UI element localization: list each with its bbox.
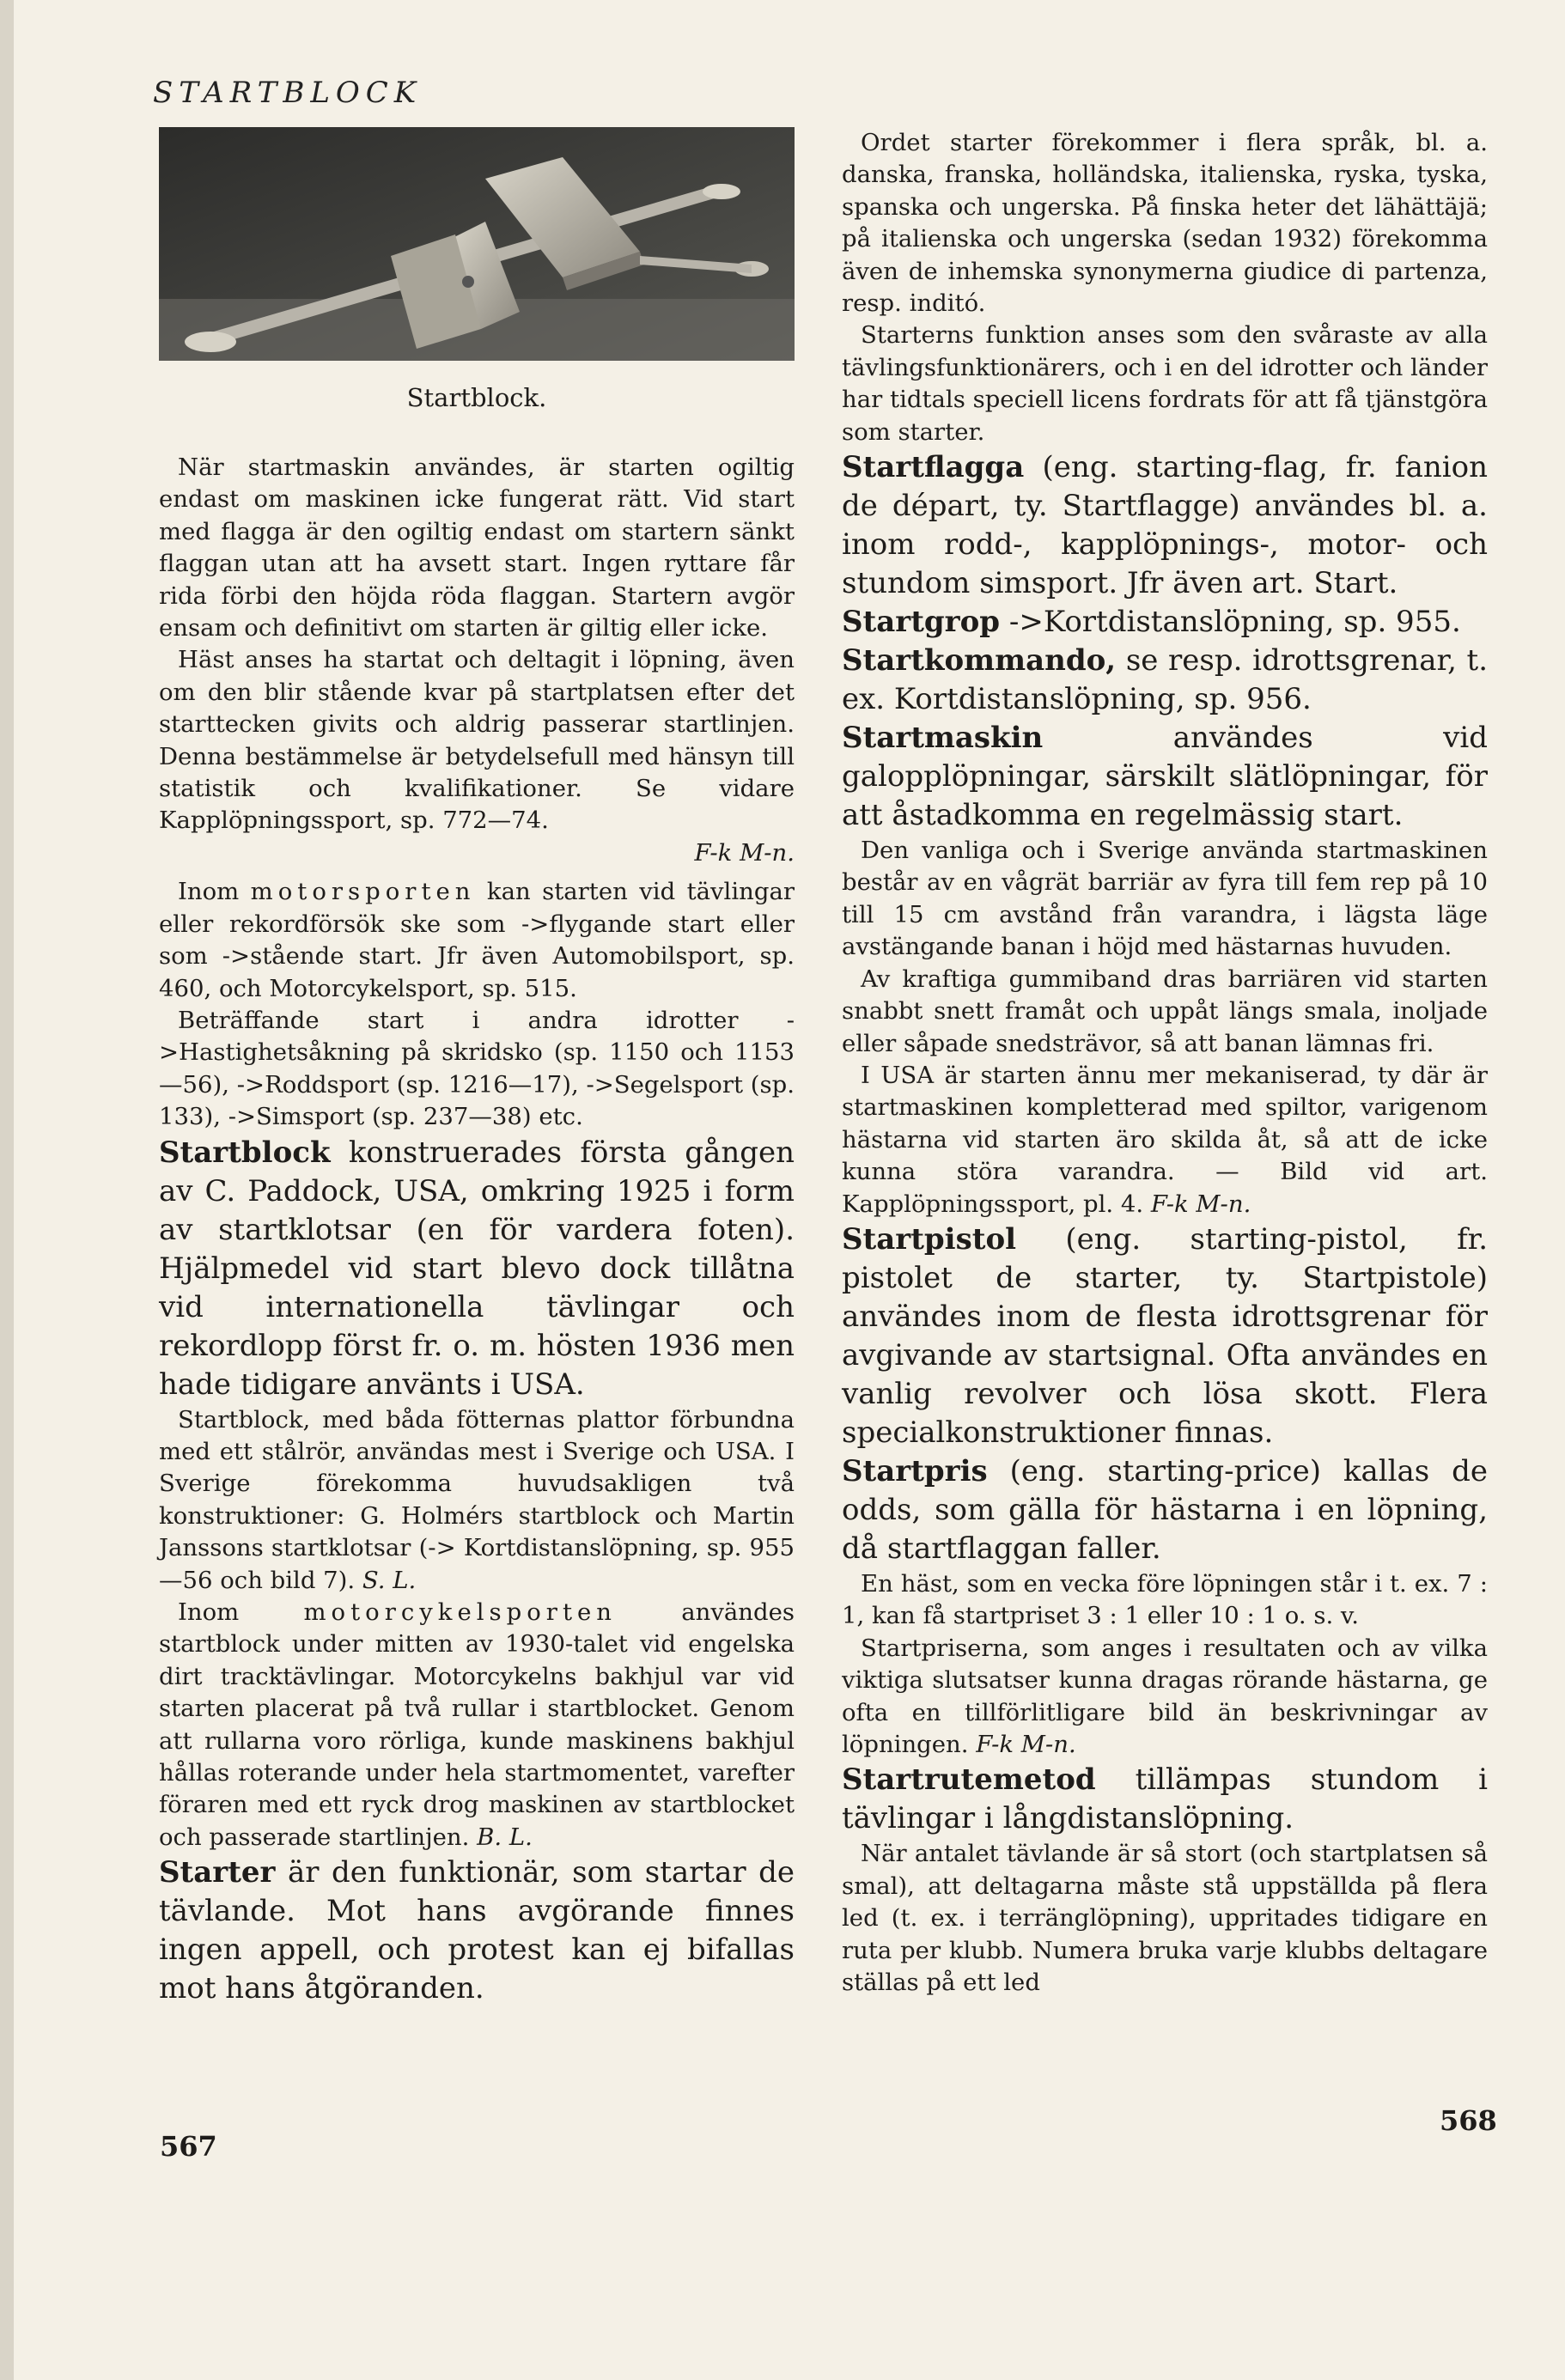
entry-startblock: Startblock konstruerades första gången av C. Paddock, USA, omkring 1925 i form av startklotsar (en för vardera foten). Hjälpmedel vid start blevo dock tillåtna vid internationella tävlingar och rekordlopp först fr. o. m. hösten 1936 men hade tidigare använts i USA. [159,1135,795,1402]
entry-startpistol: Startpistol (eng. starting-pistol, fr. pistolet de starter, ty. Startpistole) användes inom de flesta idrottsgrenar för avgivande av startsignal. Ofta användes en vanlig revolver och lösa skott. Flera specialkonstruktioner finnas. [842,1221,1488,1450]
entry-startrutemetod: Startrutemetod tillämpas stundom i tävlingar i långdistanslöpning. [842,1762,1489,1836]
entry-startgrop: Startgrop ->Kortdistanslöpning, sp. 955. [842,605,1461,640]
paragraph: När startmaskin användes, är starten ogiltig endast om maskinen icke fungerat rätt. Vid start med flagga är den ogiltig endast om startern sänkt flaggan utan att ha avsett start. Ingen ryttare får rida förbi den höjda röda flaggan. Startern avgör ensam och definitivt om starten är giltig eller icke. [159,453,795,642]
author-signature: F-k M-n. [976,1730,1076,1758]
paragraph: Starterns funktion anses som den svåraste av alla tävlingsfunktionärers, och i en del idrotter och länder har tidtals speciell licens fordrats för att få tjänstgöra som starter. [842,321,1488,446]
page-number-left: 567 [160,2130,217,2163]
paragraph: När antalet tävlande är så stort (och startplatsen så smal), att deltagarna måste stå uppställda på flera led (t. ex. i terränglöpning), uppritades tidigare en ruta per klubb. Numera bruka varje klubbs deltagare ställas på ett led [842,1840,1488,1996]
entry-term: Startkommando, [842,643,1117,679]
entry-term: Startblock [159,1135,331,1170]
author-signature: B. L. [477,1823,533,1851]
paragraph: I USA är starten ännu mer mekaniserad, ty där är startmaskinen kompletterad med spiltor, varigenom hästarna vid starten äro skilda åt, så att de icke kunna störa varandra. — Bild vid art. Kapplöpningssport, pl. 4. F-k M-n. [842,1061,1488,1218]
spaced-term: motorcykelsporten [303,1598,617,1626]
entry-startkommando: Startkommando, se resp. idrottsgrenar, t. ex. Kortdistanslöpning, sp. 956. [842,643,1489,717]
entry-term: Startmaskin [842,721,1044,756]
page-number-right: 568 [1440,2104,1497,2137]
right-column [842,127,1488,1999]
paragraph: Startblock, med båda fötternas plattor förbundna med ett stålrör, användas mest i Sverige och USA. I Sverige förekomma huvudsakligen två konstruktioner: G. Holmérs startblock och Martin Janssons startklotsar (-> Kortdistanslöpning, sp. 955—56 och bild 7). S. L. [159,1405,795,1594]
paragraph: Beträffande start i andra idrotter ->Hastighetsåkning på skridsko (sp. 1150 och 1153—56), ->Roddsport (sp. 1216—17), ->Segelsport (sp. 133), ->Simsport (sp. 237—38) etc. [159,1006,795,1131]
entry-term: Startpistol [842,1221,1017,1257]
paragraph-text: Häst anses ha startat och deltagit i löpning, även om den blir stående kvar på startplatsen efter det starttecken givits och aldrig passerar startlinjen. Denna bestämmelse är betydelsefull med hänsyn till statistik och kvalifikationer. Se vidare Kapplöpningssport, sp. 772—74. [159,646,795,835]
author-signature: F-k M-n. [694,838,795,867]
startblock-illustration [159,127,795,361]
paragraph: Den vanliga och i Sverige använda startmaskinen består av en vågrät barriär av fyra till fem rep på 10 till 15 cm avstånd från varandra, i lägsta läge avstängande banan i höjd med hästarnas huvuden. [842,837,1488,961]
spaced-term: motorsporten [250,878,476,906]
entry-term: Startpris [842,1453,988,1488]
paragraph: Ordet starter förekommer i flera språk, bl. a. danska, franska, holländska, italienska, ryska, tyska, spanska och ungerska. På finska heter det lähättäjä; på italienska och ungerska (sedan 1932) förekomma även de inhemska synonymerna giudice di partenza, resp. inditó. [842,129,1488,318]
entry-term: Startrutemetod [842,1762,1096,1798]
entry-starter: Starter är den funktionär, som startar de tävlande. Mot hans avgörande finnes ingen appell, och protest kan ej bifallas mot hans åtgöranden. [159,1855,795,2006]
entry-startmaskin: Startmaskin användes vid galopplöpningar, särskilt slätlöpningar, för att åstadkomma en regelmässig start. [842,721,1488,833]
paragraph: Inom motorcykelsporten användes startblock under mitten av 1930-talet vid engelska dirt tracktävlingar. Motorcykelns bakhjul var vid starten placerat på två rullar i startblocket. Genom att rullarna voro rörliga, kunde maskinens bakhjul hållas roterande under hela startmomentet, varefter föraren med ett ryck drog maskinen av startblocket och passerade startlinjen. B. L. [159,1598,795,1851]
paragraph: En häst, som en vecka före löpningen står i t. ex. 7 : 1, kan få startpriset 3 : 1 eller 10 : 1 o. s. v. [842,1569,1488,1630]
entry-term: Startgrop [842,605,1001,640]
author-signature: S. L. [362,1566,417,1594]
paragraph: Inom motorsporten kan starten vid tävlingar eller rekordförsök ske som ->flygande start eller som ->stående start. Jfr även Automobilsport, sp. 460, och Motorcykelsport, sp. 515. [159,878,795,1002]
author-signature: F-k M-n. [1150,1190,1251,1218]
photo-caption: Startblock. [406,383,547,412]
paragraph [159,644,795,837]
running-heading: STARTBLOCK [153,76,423,110]
page-gutter [0,0,14,2380]
startblock-photo [159,127,795,361]
entry-startflagga: Startflagga (eng. starting-flag, fr. fanion de départ, ty. Startflagge) användes bl. a. inom rodd-, kapplöpnings-, motor- och stundom simsport. Jfr även art. Start. [842,450,1488,601]
entry-term: Startflagga [842,450,1025,485]
left-column [159,127,795,2008]
paragraph: Startpriserna, som anges i resultaten och av vilka viktiga slutsatser kunna dragas rörande hästarna, ge ofta en tillförlitligare bild än beskrivningar av löpningen. F-k M-n. [842,1634,1488,1758]
entry-startpris: Startpris (eng. starting-price) kallas de odds, som gälla för hästarna i en löpning, då startflaggan faller. [842,1453,1488,1566]
paragraph: Av kraftiga gummiband dras barriären vid starten snabbt snett framåt och uppåt längs smala, inoljade eller såpade snedsträvor, så att banan lämnas fri. [842,965,1488,1057]
entry-term: Starter [159,1855,276,1890]
